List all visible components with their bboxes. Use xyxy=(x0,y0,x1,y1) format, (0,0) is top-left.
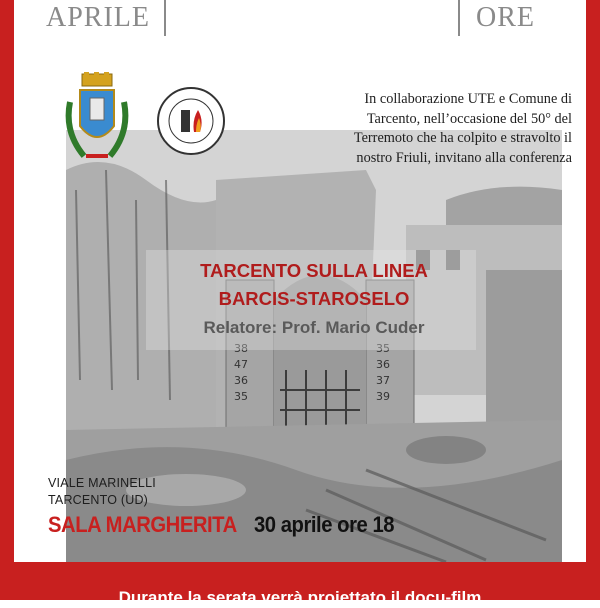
svg-text:36: 36 xyxy=(234,374,248,387)
ute-university-seal-logo xyxy=(156,86,226,156)
svg-text:37: 37 xyxy=(376,374,390,387)
conference-title-line-2: BARCIS-STAROSELO xyxy=(218,288,410,309)
svg-text:35: 35 xyxy=(234,390,248,403)
address-street: VIALE MARINELLI xyxy=(48,476,156,490)
intro-paragraph xyxy=(244,90,572,168)
intro-line: Terremoto che ha colpito e stravolto il xyxy=(353,130,572,146)
conference-title-line-1: TARCENTO SULLA LINEA xyxy=(200,260,428,281)
svg-text:39: 39 xyxy=(376,390,390,403)
bottom-red-band xyxy=(14,562,586,607)
header-divider xyxy=(458,0,460,36)
venue-name: SALA MARGHERITA xyxy=(48,512,237,537)
event-date-time: 30 aprile ore 18 xyxy=(254,512,395,537)
intro-line: Tarcento, nell’occasione del 50° del xyxy=(366,110,572,127)
time-label: ORE xyxy=(476,2,535,33)
svg-text:38: 38 xyxy=(234,342,248,355)
svg-text:47: 47 xyxy=(234,358,248,371)
speaker-line: Relatore: Prof. Mario Cuder xyxy=(203,318,425,337)
month-label: APRILE xyxy=(46,2,150,33)
svg-text:35: 35 xyxy=(376,342,390,355)
address-city: TARCENTO (UD) xyxy=(48,493,149,507)
film-announcement-text: Durante la serata verrà proiettato il docu-film xyxy=(118,588,482,607)
tarcento-coat-of-arms-logo xyxy=(64,72,130,164)
poster-page xyxy=(14,0,586,607)
intro-line: In collaborazione UTE e Comune di xyxy=(364,91,572,107)
intro-line: nostro Friuli, invitano alla conferenza xyxy=(356,149,572,166)
svg-text:36: 36 xyxy=(376,358,390,371)
left-red-border xyxy=(0,0,14,600)
header-divider xyxy=(164,0,166,36)
right-red-border xyxy=(586,0,600,600)
